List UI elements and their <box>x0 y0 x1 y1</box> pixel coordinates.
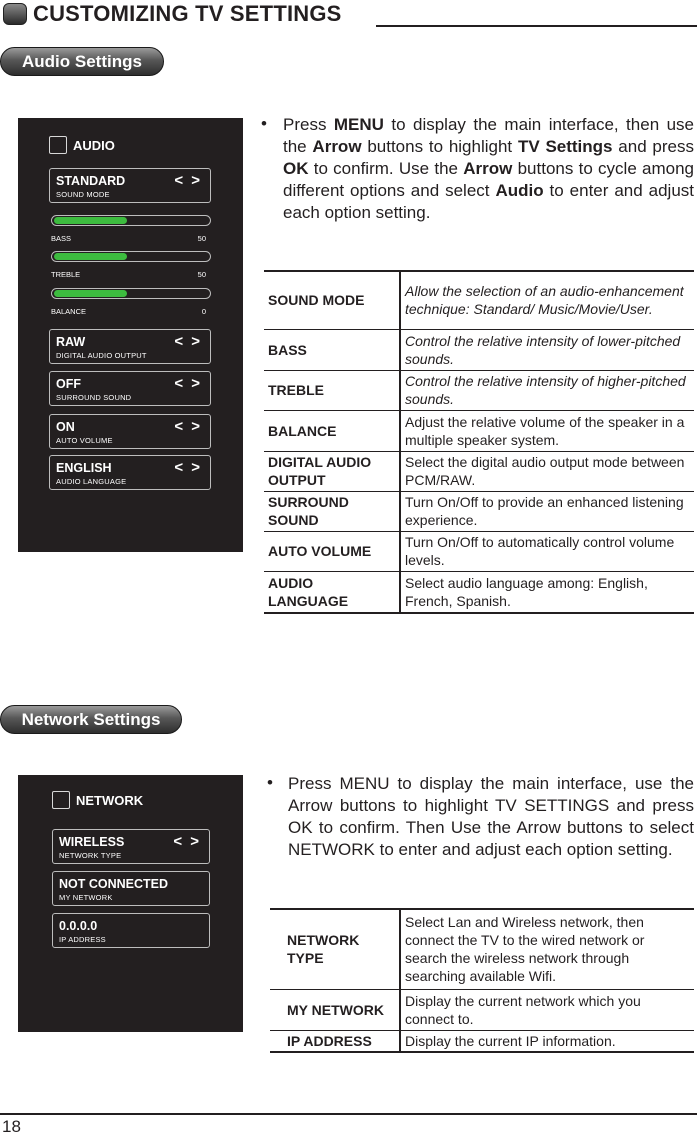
audio-tv-screen <box>18 118 243 552</box>
table-key: AUDIO LANGUAGE <box>264 571 400 613</box>
slider-value: 50 <box>197 270 206 279</box>
table-row <box>270 989 694 1030</box>
slider-fill <box>54 253 127 260</box>
text-run: to confirm. Use the <box>308 159 464 178</box>
slider-label: BALANCE <box>51 307 87 316</box>
text-run-bold: Audio <box>495 181 544 200</box>
table-key: BALANCE <box>264 410 400 451</box>
text-run-bold: MENU <box>333 115 384 134</box>
text-run: to display the main interface, then use the <box>283 115 694 156</box>
page-title: CUSTOMIZING TV SETTINGS <box>33 1 342 26</box>
option-my-network[interactable] <box>52 871 210 906</box>
table-row <box>270 909 694 989</box>
left-right-arrows-icon: < > <box>173 833 201 850</box>
table-desc: Select the digital audio output mode between PCM/RAW. <box>400 451 694 491</box>
audio-settings-pill: Audio Settings <box>0 47 164 76</box>
audio-screen-title: AUDIO <box>73 137 115 153</box>
option-value: WIRELESS <box>59 835 125 849</box>
table-key: SOUND MODE <box>264 271 400 329</box>
option-label: MY NETWORK <box>59 893 113 902</box>
table-desc: Turn On/Off to automatically control volume levels. <box>400 531 694 571</box>
option-value: NOT CONNECTED <box>59 877 169 891</box>
header-tv-icon <box>3 3 27 25</box>
table-desc: Allow the selection of an audio-enhancement technique: Standard/ Music/Movie/User. <box>400 271 694 329</box>
option-label: IP ADDRESS <box>59 935 106 944</box>
slider-fill <box>54 290 127 297</box>
left-right-arrows-icon: < > <box>174 375 202 392</box>
table-row <box>264 531 694 571</box>
option-auto-volume[interactable] <box>49 414 211 449</box>
left-right-arrows-icon: < > <box>174 459 202 476</box>
table-desc: Turn On/Off to provide an enhanced listening experience. <box>400 491 694 531</box>
slider-bass[interactable] <box>51 215 211 226</box>
audio-settings-table <box>264 270 694 614</box>
option-label: NETWORK TYPE <box>59 851 122 860</box>
option-label: DIGITAL AUDIO OUTPUT <box>56 351 147 360</box>
text-run-bold: Arrow <box>463 159 513 178</box>
left-right-arrows-icon: < > <box>174 172 202 189</box>
bullet-icon: • <box>267 773 273 792</box>
table-key: BASS <box>264 329 400 370</box>
table-row <box>264 491 694 531</box>
table-desc: Adjust the relative volume of the speaker in a multiple speaker system. <box>400 410 694 451</box>
network-screen-title: NETWORK <box>76 792 144 808</box>
slider-value: 0 <box>201 307 206 316</box>
network-screen-header <box>52 791 143 809</box>
option-value: STANDARD <box>56 174 126 188</box>
table-key: SURROUND SOUND <box>264 491 400 531</box>
left-right-arrows-icon: < > <box>174 333 202 350</box>
slider-label: TREBLE <box>51 270 81 279</box>
table-row <box>270 1030 694 1052</box>
table-desc: Display the current IP information. <box>400 1030 694 1052</box>
table-desc: Select audio language among: English, French, Spanish. <box>400 571 694 613</box>
option-surround-sound[interactable] <box>49 371 211 406</box>
option-ip-address[interactable] <box>52 913 210 948</box>
table-key: IP ADDRESS <box>270 1030 400 1052</box>
checkbox-icon <box>49 136 67 154</box>
option-digital-audio-output[interactable] <box>49 329 211 364</box>
bullet-icon: • <box>261 114 267 133</box>
text-run: Press <box>283 115 334 134</box>
option-value: OFF <box>56 377 81 391</box>
slider-balance[interactable] <box>51 288 211 299</box>
table-row <box>264 329 694 370</box>
text-run: buttons to cycle among different options and select <box>283 159 694 200</box>
checkbox-icon <box>52 791 70 809</box>
option-label: AUTO VOLUME <box>56 436 113 445</box>
table-key: DIGITAL AUDIO OUTPUT <box>264 451 400 491</box>
slider-label: BASS <box>51 234 72 243</box>
option-label: SOUND MODE <box>56 190 110 199</box>
text-run: and press <box>612 137 695 156</box>
table-desc: Control the relative intensity of lower-pitched sounds. <box>400 329 694 370</box>
text-run-bold: TV Settings <box>517 137 613 156</box>
table-desc: Select Lan and Wireless network, then connect the TV to the wired network or search the wireless network through searching available Wifi. <box>400 909 694 989</box>
slider-fill <box>54 217 127 224</box>
text-run-bold: OK <box>283 159 309 178</box>
header-rule <box>376 25 697 27</box>
table-row <box>264 410 694 451</box>
table-row <box>264 451 694 491</box>
option-value: RAW <box>56 335 86 349</box>
table-key: AUTO VOLUME <box>264 531 400 571</box>
table-desc: Display the current network which you connect to. <box>400 989 694 1030</box>
table-desc: Control the relative intensity of higher-pitched sounds. <box>400 370 694 410</box>
slider-treble[interactable] <box>51 251 211 262</box>
text-run: buttons to highlight <box>361 137 518 156</box>
slider-value: 50 <box>197 234 206 243</box>
option-value: ENGLISH <box>56 461 112 475</box>
audio-screen-header <box>49 136 115 154</box>
option-network-type[interactable] <box>52 829 210 864</box>
text-run-bold: Arrow <box>312 137 362 156</box>
page-number: 18 <box>2 1117 21 1135</box>
network-settings-pill: Network Settings <box>0 705 182 734</box>
text-run: to enter and adjust each option setting. <box>283 181 694 222</box>
option-label: AUDIO LANGUAGE <box>56 477 127 486</box>
network-instruction: Press MENU to display the main interface, use the Arrow buttons to highlight TV SETTINGS and press OK to confirm. Then Use the Arrow buttons to select NETWORK to enter and adjust each option setting. <box>288 774 694 859</box>
audio-instruction <box>283 114 694 224</box>
table-key: MY NETWORK <box>270 989 400 1030</box>
option-audio-language[interactable] <box>49 455 211 490</box>
table-key: TREBLE <box>264 370 400 410</box>
network-tv-screen <box>18 775 243 1032</box>
option-sound-mode[interactable] <box>49 168 211 203</box>
left-right-arrows-icon: < > <box>174 418 202 435</box>
table-key: NETWORK TYPE <box>270 909 400 989</box>
table-row <box>264 571 694 613</box>
network-settings-table <box>270 908 694 1053</box>
option-value: 0.0.0.0 <box>59 919 98 933</box>
table-row <box>264 271 694 329</box>
table-row <box>264 370 694 410</box>
option-label: SURROUND SOUND <box>56 393 132 402</box>
footer-rule <box>0 1113 697 1115</box>
option-value: ON <box>56 420 75 434</box>
